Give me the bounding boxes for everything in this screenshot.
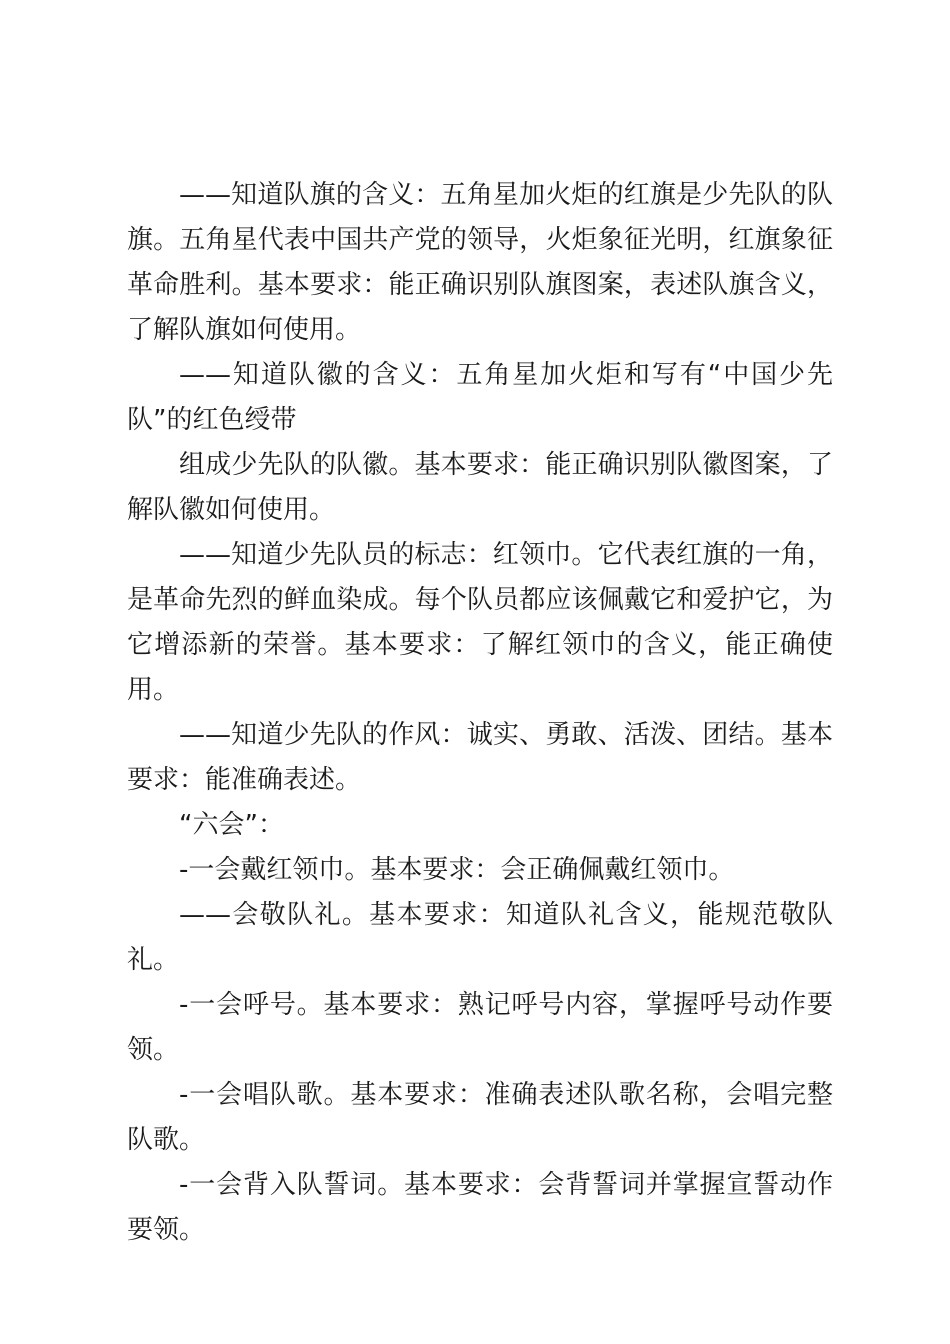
paragraph-six-skills-heading: “六会”： — [179, 810, 284, 840]
paragraph-team-badge-cont: 组成少先队的队徽。基本要求：能正确识别队徽图案，了解队徽如何使用。 — [127, 450, 833, 525]
paragraph-team-flag: ——知道队旗的含义：五角星加火炬的红旗是少先队的队旗。五角星代表中国共产党的领导，火炬象征光明，红旗象征革命胜利。基本要求：能正确识别队旗图案，表述队旗含义，了解队旗如何使用。 — [127, 180, 833, 345]
paragraph-wear-scarf: -一会戴红领巾。基本要求：会正确佩戴红领巾。 — [179, 855, 735, 885]
paragraph-red-scarf: ——知道少先队员的标志：红领巾。它代表红旗的一角，是革命先烈的鲜血染成。每个队员都应该佩戴它和爱护它，为它增添新的荣誉。基本要求：了解红领巾的含义，能正确使用。 — [127, 540, 833, 705]
paragraph-team-badge: ——知道队徽的含义：五角星加火炬和写有“中国少先队”的红色绶带 — [127, 360, 833, 435]
paragraph-team-style: ——知道少先队的作风：诚实、勇敢、活泼、团结。基本要求：能准确表述。 — [127, 720, 833, 795]
document-body — [127, 173, 833, 1253]
paragraph-salute: ——会敬队礼。基本要求：知道队礼含义，能规范敬队礼。 — [127, 900, 833, 975]
paragraph-recite-oath: -一会背入队誓词。基本要求：会背誓词并掌握宣誓动作要领。 — [127, 1170, 833, 1245]
paragraph-call-slogan: -一会呼号。基本要求：熟记呼号内容，掌握呼号动作要领。 — [127, 990, 833, 1065]
paragraph-sing-song: -一会唱队歌。基本要求：准确表述队歌名称，会唱完整队歌。 — [127, 1080, 833, 1155]
